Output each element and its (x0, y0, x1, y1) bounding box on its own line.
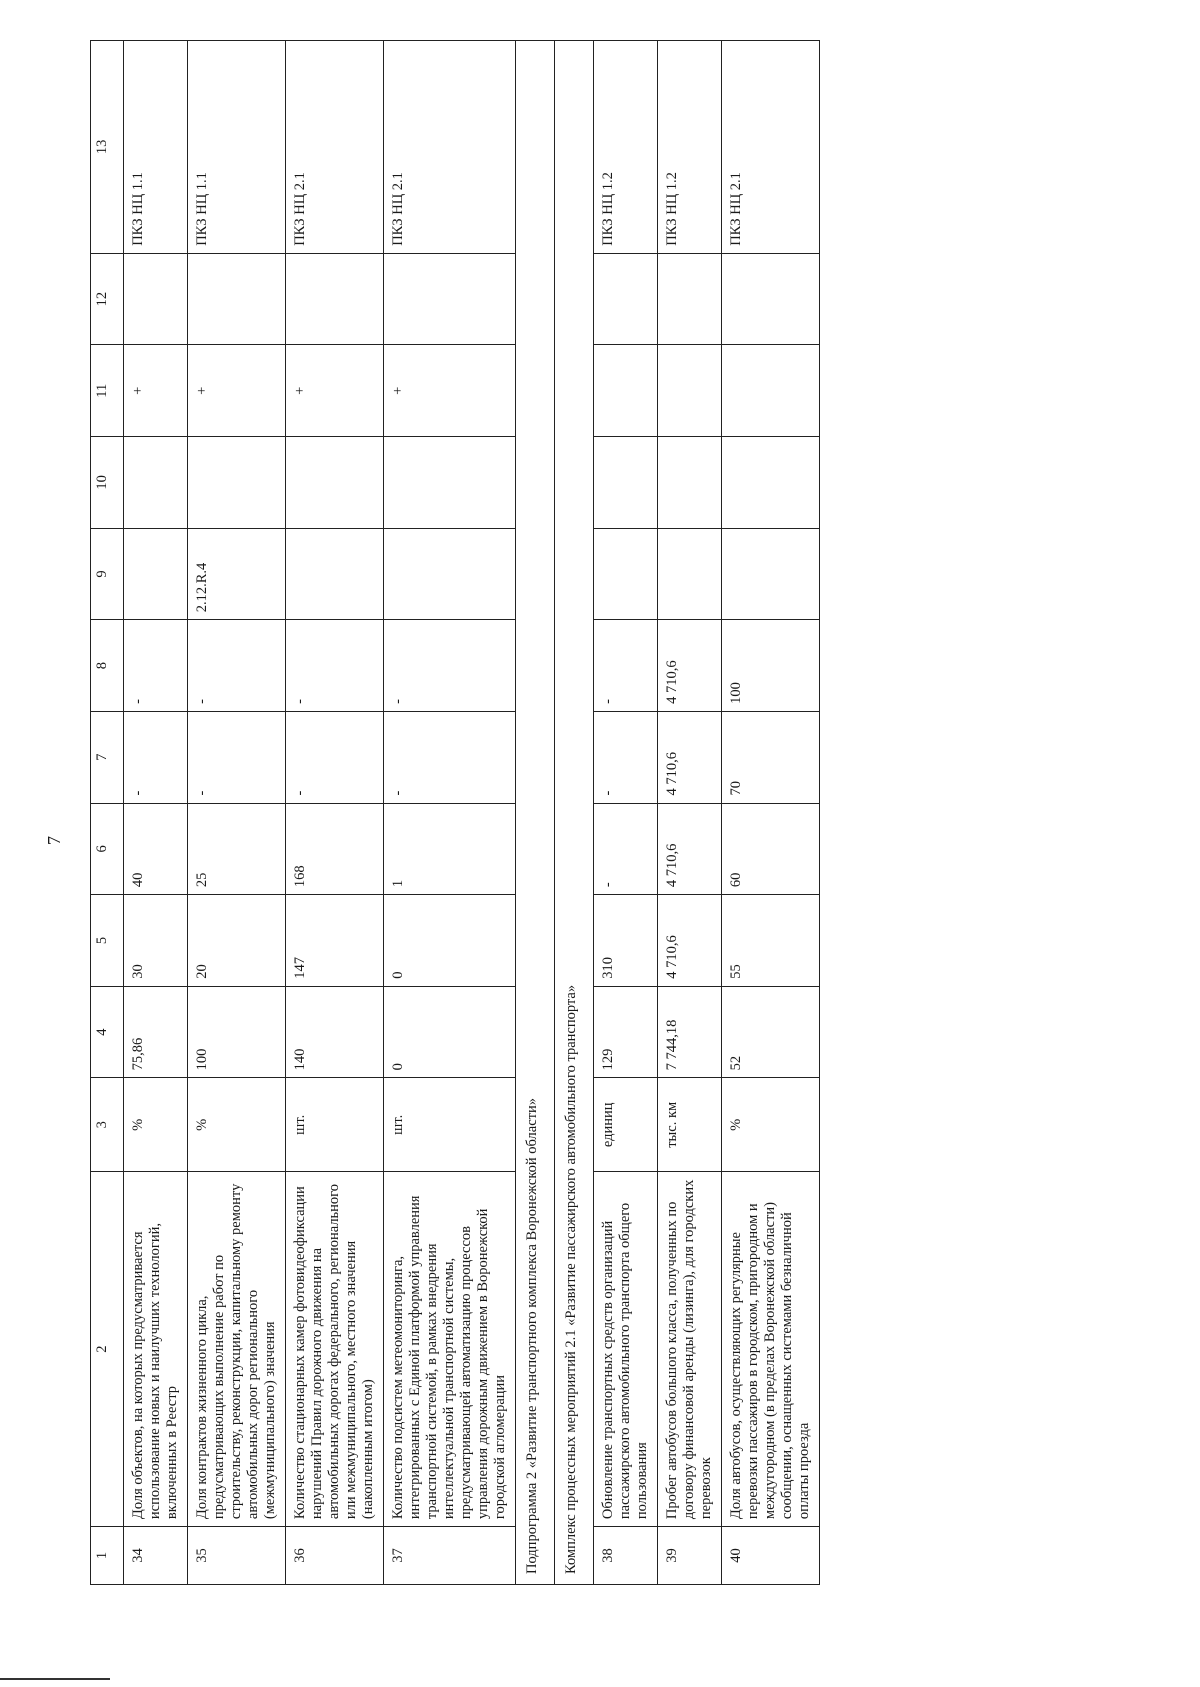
value-cell (188, 437, 286, 529)
page-number: 7 (44, 836, 64, 845)
indicator-name: Обновление транспортных средств организаций пассажирского автомобильного транспорта общего пользования (594, 1172, 658, 1527)
value-cell (658, 345, 722, 437)
table-row (658, 41, 722, 1585)
value-cell: 7 744,18 (658, 986, 722, 1078)
value-cell: 55 (722, 895, 820, 987)
value-cell (124, 437, 188, 529)
value-cell: 0 (384, 986, 516, 1078)
value-cell: + (188, 345, 286, 437)
col-header: 13 (91, 41, 124, 254)
table-row (124, 41, 188, 1585)
value-cell: - (384, 620, 516, 712)
row-number: 40 (722, 1527, 820, 1585)
reference-cell: ПКЗ НЦ 1.2 (658, 41, 722, 254)
indicator-name: Доля автобусов, осуществляющих регулярные перевозки пассажиров в городском, пригородном и междугородном (в пределах Воронежской области) сообщении, оснащенных системами безналичной оплаты проезда (722, 1172, 820, 1527)
value-cell (188, 253, 286, 345)
value-cell (384, 437, 516, 529)
value-cell: - (124, 620, 188, 712)
value-cell: - (124, 711, 188, 803)
value-cell: + (286, 345, 384, 437)
unit-cell: % (188, 1078, 286, 1172)
value-cell (286, 253, 384, 345)
table-row (384, 41, 516, 1585)
value-cell (594, 528, 658, 620)
table-row (188, 41, 286, 1585)
value-cell (286, 528, 384, 620)
value-cell (384, 253, 516, 345)
value-cell: 60 (722, 803, 820, 895)
table-row (722, 41, 820, 1585)
subprogram-title: Подпрограмма 2 «Развитие транспортного комплекса Воронежской области» (516, 41, 555, 1585)
unit-cell: единиц (594, 1078, 658, 1172)
value-cell: 2.12.R.4 (188, 528, 286, 620)
value-cell: + (384, 345, 516, 437)
indicator-name: Количество подсистем метеомониторинга, интегрированных с Единой платформой управления транспортной системой, в рамках внедрения интеллектуальной транспортной системы, предусматривающей автоматизацию процессов управления дорожным движением в Воронежской городской агломерации (384, 1172, 516, 1527)
value-cell: 100 (188, 986, 286, 1078)
col-header: 2 (91, 1172, 124, 1527)
value-cell: 25 (188, 803, 286, 895)
value-cell: 129 (594, 986, 658, 1078)
value-cell (658, 437, 722, 529)
value-cell (594, 253, 658, 345)
value-cell: - (594, 711, 658, 803)
value-cell: 0 (384, 895, 516, 987)
unit-cell: тыс. км (658, 1078, 722, 1172)
value-cell: - (286, 620, 384, 712)
col-header: 10 (91, 437, 124, 529)
value-cell (286, 437, 384, 529)
col-header: 1 (91, 1527, 124, 1585)
value-cell: 20 (188, 895, 286, 987)
complex-title: Комплекс процессных мероприятий 2.1 «Развитие пассажирского автомобильного транспорта» (555, 41, 594, 1585)
value-cell (658, 253, 722, 345)
value-cell: 4 710,6 (658, 895, 722, 987)
unit-cell: % (124, 1078, 188, 1172)
row-number: 39 (658, 1527, 722, 1585)
indicator-name: Количество стационарных камер фотовидеофиксации нарушений Правил дорожного движения на автомобильных дорогах федерального, регионального или межмуниципального, местного значения (накопленным итогом) (286, 1172, 384, 1527)
value-cell: - (286, 711, 384, 803)
row-number: 34 (124, 1527, 188, 1585)
value-cell (722, 437, 820, 529)
col-header: 6 (91, 803, 124, 895)
row-number: 35 (188, 1527, 286, 1585)
row-number: 36 (286, 1527, 384, 1585)
value-cell (722, 528, 820, 620)
value-cell (594, 345, 658, 437)
value-cell: 168 (286, 803, 384, 895)
value-cell: - (188, 620, 286, 712)
header-row (91, 41, 124, 1585)
reference-cell: ПКЗ НЦ 2.1 (286, 41, 384, 254)
value-cell: 100 (722, 620, 820, 712)
value-cell (594, 437, 658, 529)
reference-cell: ПКЗ НЦ 1.1 (124, 41, 188, 254)
section-row (516, 41, 555, 1585)
value-cell: 4 710,6 (658, 803, 722, 895)
footer-rule (0, 1678, 110, 1680)
value-cell (124, 253, 188, 345)
value-cell (722, 253, 820, 345)
reference-cell: ПКЗ НЦ 2.1 (722, 41, 820, 254)
unit-cell: % (722, 1078, 820, 1172)
rotated-table-container (90, 40, 1040, 1585)
value-cell: 40 (124, 803, 188, 895)
indicator-name: Пробег автобусов большого класса, полученных по договору финансовой аренды (лизинга), для городских перевозок (658, 1172, 722, 1527)
col-header: 9 (91, 528, 124, 620)
col-header: 8 (91, 620, 124, 712)
indicator-name: Доля контрактов жизненного цикла, предусматривающих выполнение работ по строительству, реконструкции, капитальному ремонту автомобильных дорог регионального (межмуниципального) значения (188, 1172, 286, 1527)
value-cell: 140 (286, 986, 384, 1078)
value-cell: 70 (722, 711, 820, 803)
value-cell: 4 710,6 (658, 620, 722, 712)
value-cell (124, 528, 188, 620)
unit-cell: шт. (384, 1078, 516, 1172)
reference-cell: ПКЗ НЦ 1.1 (188, 41, 286, 254)
value-cell: + (124, 345, 188, 437)
col-header: 4 (91, 986, 124, 1078)
col-header: 11 (91, 345, 124, 437)
value-cell: - (594, 620, 658, 712)
value-cell (722, 345, 820, 437)
row-number: 38 (594, 1527, 658, 1585)
value-cell: - (594, 803, 658, 895)
value-cell: 75,86 (124, 986, 188, 1078)
value-cell: 1 (384, 803, 516, 895)
value-cell (658, 528, 722, 620)
table-row (594, 41, 658, 1585)
indicator-name: Доля объектов, на которых предусматривается использование новых и наилучших технологий, включенных в Реестр (124, 1172, 188, 1527)
unit-cell: шт. (286, 1078, 384, 1172)
col-header: 5 (91, 895, 124, 987)
value-cell: 310 (594, 895, 658, 987)
reference-cell: ПКЗ НЦ 2.1 (384, 41, 516, 254)
section-row (555, 41, 594, 1585)
value-cell: - (384, 711, 516, 803)
indicators-table (90, 40, 820, 1585)
value-cell: 147 (286, 895, 384, 987)
col-header: 12 (91, 253, 124, 345)
value-cell: - (188, 711, 286, 803)
table-row (286, 41, 384, 1585)
reference-cell: ПКЗ НЦ 1.2 (594, 41, 658, 254)
value-cell: 30 (124, 895, 188, 987)
col-header: 7 (91, 711, 124, 803)
row-number: 37 (384, 1527, 516, 1585)
value-cell (384, 528, 516, 620)
value-cell: 52 (722, 986, 820, 1078)
col-header: 3 (91, 1078, 124, 1172)
value-cell: 4 710,6 (658, 711, 722, 803)
